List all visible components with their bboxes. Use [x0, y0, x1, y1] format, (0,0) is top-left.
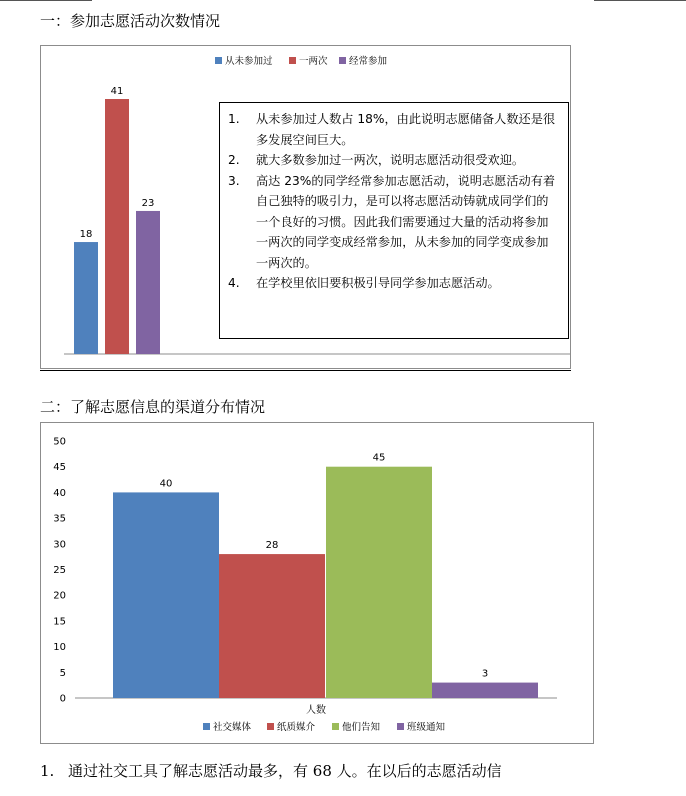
chart2-y-tick-label: 45	[53, 462, 66, 474]
chart1-legend-swatch	[215, 57, 222, 64]
chart2-data-label: 45	[372, 452, 386, 464]
top-rule-left	[0, 0, 92, 1]
chart2-frame	[40, 422, 594, 744]
chart1-legend-label: 经常参加	[349, 56, 388, 67]
chart1-legend-label: 从未参加过	[225, 56, 273, 67]
note-number: 4.	[228, 276, 240, 290]
chart1-underline	[40, 370, 571, 371]
chart2-bar	[326, 467, 432, 698]
chart2-legend-label: 纸质媒介	[277, 722, 316, 733]
chart1-bar	[74, 242, 98, 354]
bottom-paragraph	[40, 760, 502, 781]
chart2-x-axis-label: 人数	[306, 705, 326, 716]
chart1-legend-swatch	[339, 57, 346, 64]
note-number: 2.	[228, 153, 240, 167]
note-item	[228, 171, 558, 274]
section1-heading: 一：参加志愿活动次数情况	[40, 12, 221, 30]
notes-box	[219, 102, 569, 339]
note-number: 3.	[228, 173, 240, 188]
section2-heading: 二：了解志愿信息的渠道分布情况	[40, 398, 266, 416]
chart2-y-tick-label: 20	[53, 590, 66, 602]
bottom-number: 1.	[40, 762, 55, 780]
chart2-y-tick-label: 5	[59, 667, 66, 679]
chart2-data-label: 40	[159, 478, 173, 490]
chart2-data-label: 3	[481, 668, 489, 680]
notes-list	[228, 109, 558, 294]
chart2-y-tick-label: 30	[53, 539, 66, 551]
chart2-legend-swatch	[397, 723, 404, 730]
bottom-text: 通过社交工具了解志愿活动最多，有 68 人。在以后的志愿活动信	[68, 762, 502, 780]
chart1-data-label: 23	[141, 197, 155, 209]
chart2-legend-label: 班级通知	[407, 722, 446, 733]
chart2-legend-label: 社交媒体	[213, 722, 252, 733]
note-text: 从未参加过人数占 18%，由此说明志愿储备人数还是很多发展空间巨大。	[256, 112, 556, 147]
chart2-legend-label: 他们告知	[342, 722, 381, 733]
chart2-bar	[113, 492, 219, 698]
chart1-bar	[136, 211, 160, 354]
chart2-y-tick-label: 10	[53, 642, 66, 654]
top-rule-right	[594, 0, 686, 1]
chart1-bar	[105, 99, 129, 354]
note-text: 就大多数参加过一两次，说明志愿活动很受欢迎。	[256, 153, 525, 167]
chart2-y-tick-label: 25	[53, 565, 66, 576]
chart1-legend-swatch	[289, 57, 296, 64]
note-item	[228, 273, 558, 294]
chart2	[41, 423, 593, 743]
chart2-legend-swatch	[267, 723, 274, 730]
note-item	[228, 150, 558, 171]
chart2-legend-swatch	[203, 723, 210, 730]
chart1-legend-label: 一两次	[299, 56, 328, 67]
chart2-legend-swatch	[332, 723, 339, 730]
chart2-y-tick-label: 35	[53, 513, 66, 525]
chart2-y-tick-label: 0	[59, 693, 66, 705]
chart2-data-label: 28	[265, 540, 279, 552]
chart2-bar	[219, 554, 325, 698]
chart1-data-label: 18	[79, 229, 93, 241]
chart2-y-tick-label: 40	[53, 487, 66, 499]
note-item	[228, 109, 558, 150]
chart2-y-tick-label: 50	[53, 436, 66, 448]
note-text: 高达 23%的同学经常参加志愿活动，说明志愿活动有着自己独特的吸引力，是可以将志愿活动铸就成同学们的一个良好的习惯。因此我们需要通过大量的活动将参加一两次的同学变成经常参加，从未参加的同学变成参加一两次的。	[256, 173, 556, 270]
note-text: 在学校里依旧要积极引导同学参加志愿活动。	[256, 276, 500, 290]
chart2-bar	[432, 683, 538, 698]
chart2-y-tick-label: 15	[53, 616, 66, 628]
note-number: 1.	[228, 112, 240, 126]
chart1-data-label: 41	[110, 86, 124, 97]
